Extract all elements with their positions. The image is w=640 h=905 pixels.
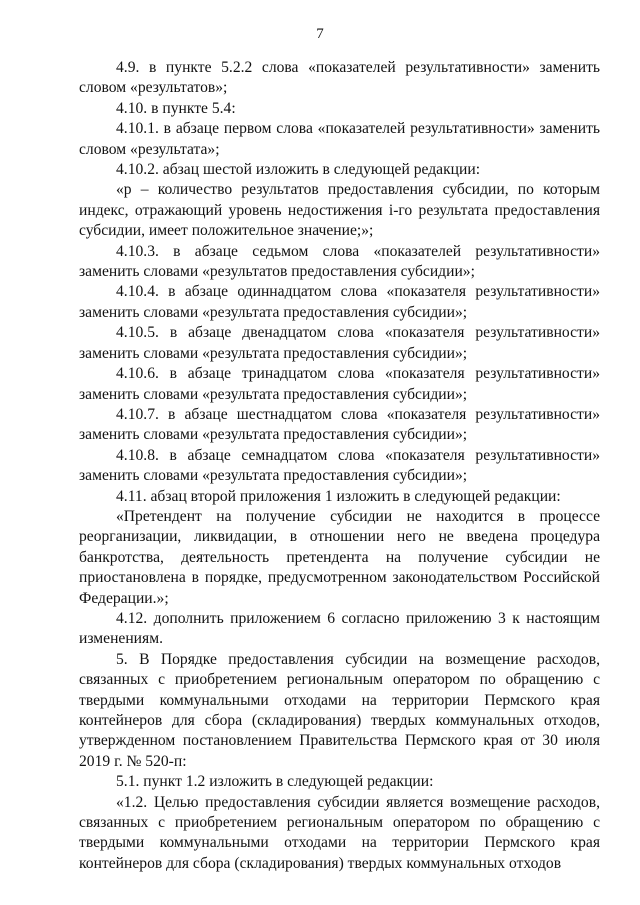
paragraph-4-10: 4.10. в пункте 5.4: bbox=[116, 99, 236, 117]
paragraph-4-11: 4.11. абзац второй приложения 1 изложить в следующей редакции: bbox=[116, 487, 561, 505]
paragraph-quote-p: «р – количество результатов предоставления субсидии, по которым индекс, отражающий уровень недостижения i-го результата предоставления субсидии, имеет положительное значение;»; bbox=[79, 181, 600, 240]
paragraph-4-10-2: 4.10.2. абзац шестой изложить в следующей редакции: bbox=[116, 161, 481, 179]
paragraph-4-12: 4.12. дополнить приложением 6 согласно приложению 3 к настоящим изменениям. bbox=[79, 609, 600, 648]
paragraph-4-10-1: 4.10.1. в абзаце первом слова «показателей результативности» заменить словом «результата»; bbox=[79, 120, 600, 158]
paragraph-4-10-3: 4.10.3. в абзаце седьмом слова «показателей результативности» заменить словами «результатов предоставления субсидии»; bbox=[79, 242, 600, 281]
paragraph-5-1: 5.1. пункт 1.2 изложить в следующей редакции: bbox=[116, 773, 434, 791]
paragraph-5: 5. В Порядке предоставления субсидии на возмещение расходов, связанных с приобретением региональным оператором по обращению с твердыми коммунальными отходами на территории Пермского края контейнеров для сбора (складирования) твердых коммунальных отходов, утвержденном постановлением Правительства Пермского края от 30 июля 2019 г. № 520-п: bbox=[79, 650, 600, 770]
paragraph-4-10-8: 4.10.8. в абзаце семнадцатом слова «показателя результативности» заменить словами «результата предоставления субсидии»; bbox=[79, 446, 600, 485]
paragraph-4-10-5: 4.10.5. в абзаце двенадцатом слова «показателя результативности» заменить словами «результата предоставления субсидии»; bbox=[79, 324, 600, 362]
page-number: 7 bbox=[316, 26, 324, 42]
paragraph-4-10-7: 4.10.7. в абзаце шестнадцатом слова «показателя результативности» заменить словами «результата предоставления субсидии»; bbox=[79, 405, 600, 444]
document-body bbox=[79, 58, 600, 874]
paragraph-quote-1-2: «1.2. Целью предоставления субсидии является возмещение расходов, связанных с приобретением региональным оператором по обращению с твердыми коммунальными отходами на территории Пермского края контейнеров для сбора (складирования) твердых коммунальных отходов bbox=[79, 793, 600, 872]
paragraph-4-10-4: 4.10.4. в абзаце одиннадцатом слова «показателя результативности» заменить словами «результата предоставления субсидии»; bbox=[79, 283, 600, 321]
paragraph-4-10-6: 4.10.6. в абзаце тринадцатом слова «показателя результативности» заменить словами «результата предоставления субсидии»; bbox=[79, 365, 600, 403]
paragraph-quote-applicant: «Претендент на получение субсидии не находится в процессе реорганизации, ликвидации, в отношении него не введена процедура банкротства, деятельность претендента на получение субсидии не приостановлена в порядке, предусмотренном законодательством Российской Федерации.»; bbox=[79, 507, 600, 607]
paragraph-4-9: 4.9. в пункте 5.2.2 слова «показателей результативности» заменить словом «результатов»; bbox=[79, 59, 600, 97]
